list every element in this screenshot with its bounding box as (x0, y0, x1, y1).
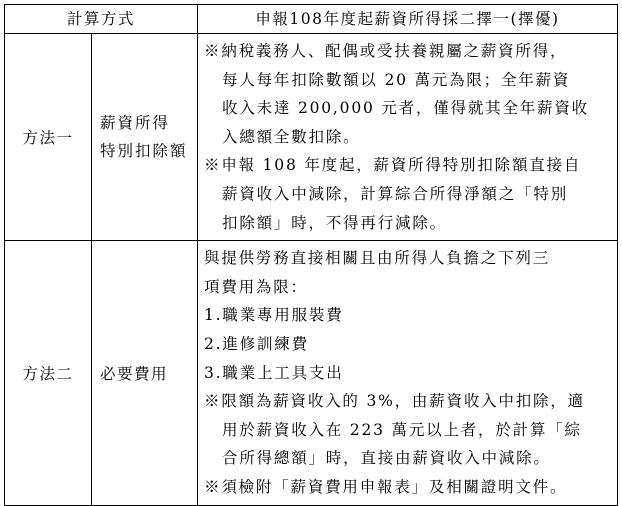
description-line: 2.進修訓練費 (204, 334, 309, 353)
description-line: 薪資收入中減除，計算綜合所得淨額之「特別 (222, 184, 569, 203)
description-line: 扣除額」時，不得再行減除。 (222, 213, 447, 232)
description-line: 入總額全數扣除。 (222, 127, 361, 146)
comparison-table (4, 4, 618, 506)
description-line: 項費用為限： (204, 277, 308, 296)
header-row (5, 5, 618, 34)
method-2-description (198, 241, 618, 505)
description-line: ※申報 108 年度起，薪資所得特別扣除額直接自 (204, 156, 582, 175)
description-line: 收入未達 200,000 元者，僅得就其全年薪資收 (222, 99, 589, 118)
method-1-name-line: 薪資所得 (100, 114, 171, 133)
table-row (5, 241, 618, 505)
description-line: 合所得總額」時，直接由薪資收入中減除。 (222, 449, 551, 468)
description-line: ※納稅義務人、配偶或受扶養親屬之薪資所得， (204, 42, 568, 60)
description-line: 3.職業上工具支出 (204, 363, 344, 382)
description-line: 與提供勞務直接相關且由所得人負擔之下列三 (204, 249, 551, 268)
table-row (5, 34, 618, 241)
header-description-cell: 申報108年度起薪資所得採二擇一(擇優) (198, 5, 618, 34)
description-line: 用於薪資收入在 223 萬元以上者，於計算「綜 (222, 420, 582, 439)
header-method-cell: 計算方式 (5, 5, 198, 34)
description-line: 每人每年扣除數額以 20 萬元為限；全年薪資 (222, 70, 571, 89)
description-line: ※限額為薪資收入的 3%，由薪資收入中扣除，適 (204, 392, 585, 411)
method-2-label: 方法二 (5, 241, 92, 505)
method-1-name-line: 特別扣除額 (100, 142, 188, 161)
method-1-label: 方法一 (5, 34, 92, 241)
description-line: ※須檢附「薪資費用申報表」及相關證明文件。 (204, 477, 568, 496)
description-line: 1.職業專用服裝費 (204, 306, 344, 325)
method-2-name: 必要費用 (92, 241, 198, 505)
method-1-name (92, 34, 198, 241)
method-1-description (198, 34, 618, 241)
